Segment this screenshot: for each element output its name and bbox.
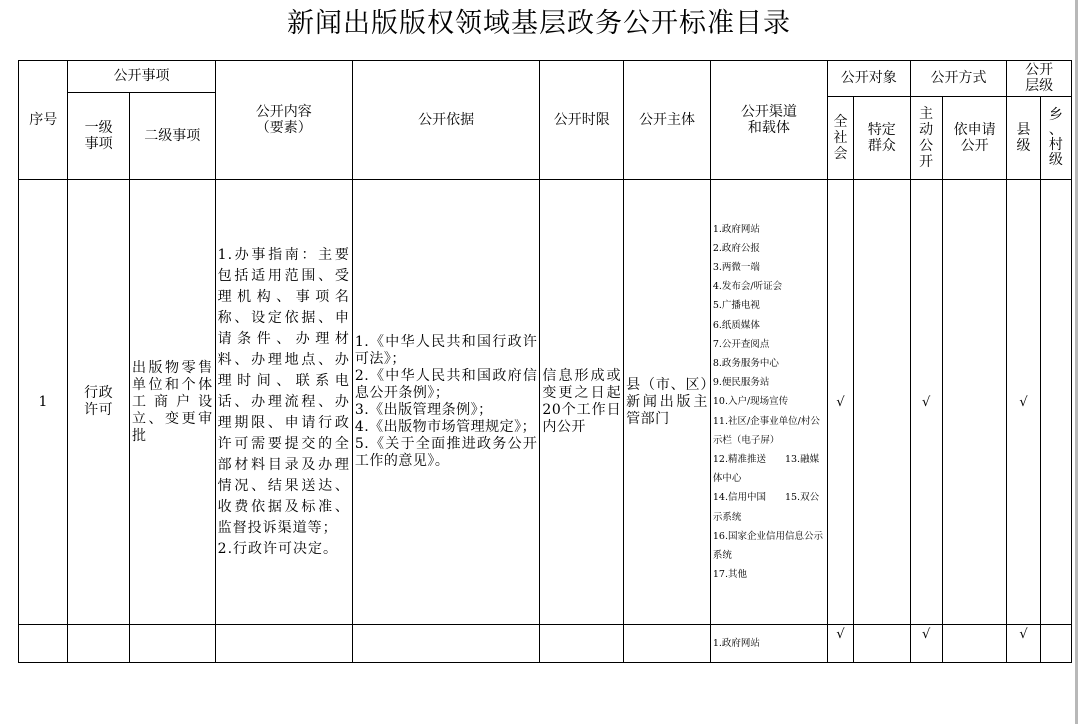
row-channels <box>710 625 827 663</box>
row-target-specific <box>854 625 910 663</box>
header-level-township: 乡 、 村 级 <box>1040 97 1071 180</box>
header-mode-active: 主 动 公 开 <box>910 97 942 180</box>
row-time-limit <box>540 625 624 663</box>
header-level1: 一级 事项 <box>68 93 130 180</box>
header-level-group: 公开 层级 <box>1007 61 1072 97</box>
row-mode-active: √ <box>910 180 942 625</box>
row-content <box>215 625 352 663</box>
header-level-county: 县 级 <box>1007 97 1040 180</box>
row-mode-request <box>942 180 1007 625</box>
channel-item: 5.广播电视 <box>712 300 760 312</box>
row-basis <box>352 625 540 663</box>
row-level-township <box>1040 180 1071 625</box>
channel-item: 17.其他 <box>712 569 747 581</box>
row-level1: 行政 许可 <box>68 180 130 625</box>
table-row <box>19 180 1072 625</box>
channel-item: 6.纸质媒体 <box>712 319 760 331</box>
channel-item: 2.政府公报 <box>712 242 760 254</box>
channel-list <box>713 634 825 653</box>
header-time-limit: 公开时限 <box>540 61 624 180</box>
row-content: 1.办事指南：主要包括适用范围、受理机构、事项名称、设定依据、申请条件、办理材料、办理地点、办理时间、联系电话、办理流程、办理期限、申请行政许可需要提交的全部材料目录及办理情况、结果送达、收费依据及标准、监督投诉渠道等； 2.行政许可决定。 <box>215 180 352 625</box>
header-subject: 公开主体 <box>624 61 711 180</box>
row-level2: 出版物零售单位和个体工商户设立、变更审批 <box>129 180 215 625</box>
channel-item: 1.政府网站 <box>712 223 760 235</box>
channel-item: 14.信用中国 15.双公示系统 <box>712 492 820 523</box>
header-target-specific: 特定 群众 <box>854 97 910 180</box>
row-level-county: √ <box>1007 180 1040 625</box>
channel-item: 1.政府网站 <box>712 637 760 649</box>
header-level2: 二级事项 <box>129 93 215 180</box>
row-seq: 1 <box>19 180 68 625</box>
row-level-county: √ <box>1007 625 1040 663</box>
channel-item: 11.社区/企事业单位/村公示栏（电子屏） <box>712 415 820 446</box>
channel-item: 3.两微一端 <box>712 261 760 273</box>
row-level2 <box>129 625 215 663</box>
header-target-all: 全 社 会 <box>827 97 853 180</box>
header-seq: 序号 <box>19 61 68 180</box>
header-mode-group: 公开方式 <box>910 61 1007 97</box>
row-level-township <box>1040 625 1071 663</box>
channel-item: 4.发布会/听证会 <box>712 281 783 293</box>
row-subject: 县（市、区）新闻出版主管部门 <box>624 180 711 625</box>
catalog-table <box>18 60 1072 663</box>
page-title: 新闻出版版权领域基层政务公开标准目录 <box>287 8 791 39</box>
row-level1 <box>68 625 130 663</box>
table-row <box>19 625 1072 663</box>
header-target-group: 公开对象 <box>827 61 910 97</box>
header-mode-request: 依申请 公开 <box>942 97 1007 180</box>
row-subject <box>624 625 711 663</box>
row-mode-active: √ <box>910 625 942 663</box>
row-mode-request <box>942 625 1007 663</box>
header-content: 公开内容 （要素） <box>215 61 352 180</box>
header-items-group: 公开事项 <box>68 61 215 93</box>
row-target-all: √ <box>827 180 853 625</box>
row-basis: 1.《中华人民共和国行政许可法》； 2.《中华人民共和国政府信息公开条例》； 3.《出版管理条例》； 4.《出版物市场管理规定》； 5.《关于全面推进政务公开工作的意见》。 <box>352 180 540 625</box>
channel-item: 8.政务服务中心 <box>712 357 779 369</box>
channel-item: 7.公开查阅点 <box>712 338 770 350</box>
row-channels <box>710 180 827 625</box>
row-target-all: √ <box>827 625 853 663</box>
header-channel: 公开渠道 和载体 <box>710 61 827 180</box>
channel-list <box>713 220 825 585</box>
channel-item: 16.国家企业信用信息公示系统 <box>712 530 823 562</box>
row-time-limit: 信息形成或变更之日起20个工作日内公开 <box>540 180 624 625</box>
channel-item: 9.便民服务站 <box>712 377 770 389</box>
channel-item: 10.入户/现场宣传 <box>712 396 789 408</box>
row-seq <box>19 625 68 663</box>
header-basis: 公开依据 <box>352 61 540 180</box>
row-target-specific <box>854 180 910 625</box>
channel-item: 12.精准推送 13.融媒体中心 <box>712 454 820 485</box>
